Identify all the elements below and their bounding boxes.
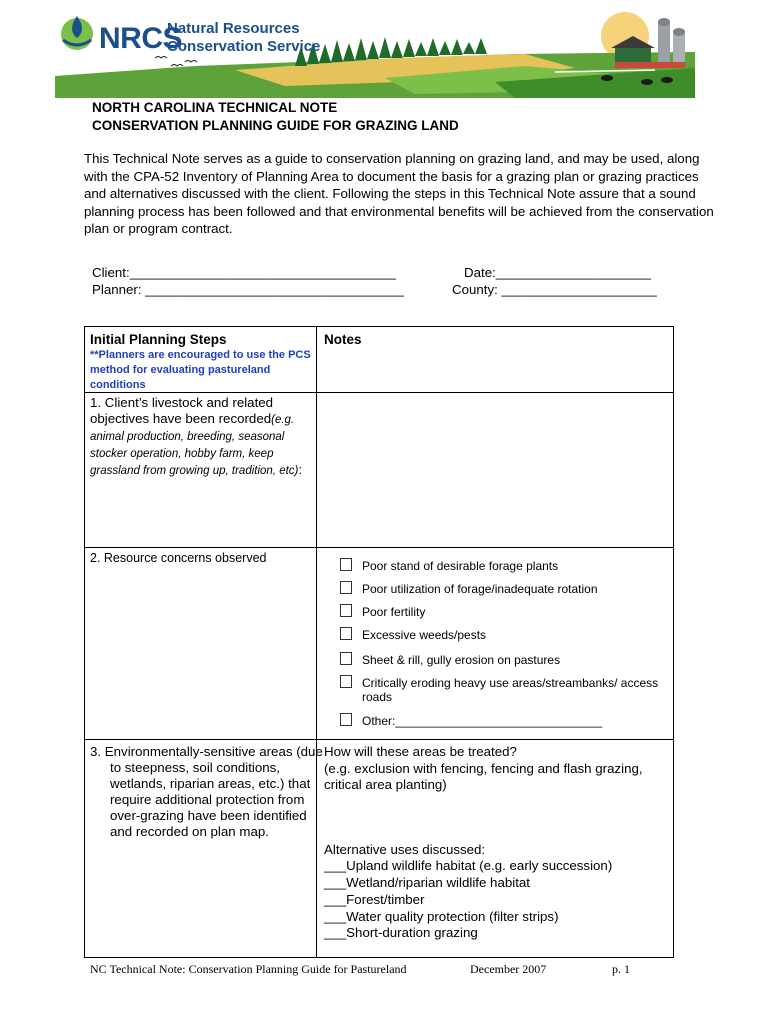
col-header-notes: Notes: [324, 332, 362, 347]
checkbox[interactable]: [340, 652, 352, 665]
checklist-item[interactable]: Poor fertility: [340, 604, 425, 619]
alternative-item[interactable]: ___Upland wildlife habitat (e.g. early succession): [324, 858, 613, 873]
alternative-item[interactable]: ___Forest/timber: [324, 892, 425, 907]
step1-colon: :: [298, 462, 303, 477]
checklist-item[interactable]: Excessive weeds/pests: [340, 627, 486, 642]
footer-date: December 2007: [470, 962, 547, 976]
step1-text: [90, 395, 310, 479]
checkbox[interactable]: [340, 627, 352, 640]
checklist-item[interactable]: Critically eroding heavy use areas/streambanks/ access roads: [340, 675, 662, 704]
pcs-note: **Planners are encouraged to use the PCS method for evaluating pastureland conditions: [90, 349, 311, 391]
header-banner: [55, 8, 695, 98]
footer-document-name: NC Technical Note: Conservation Planning Guide for Pastureland: [90, 962, 407, 976]
step1-examples: (e.g. animal production, breeding, seasonal stocker operation, hobby farm, keep grassland from growing up, tradition, etc): [90, 414, 299, 477]
checkbox[interactable]: [340, 581, 352, 594]
step1-main: 1. Client’s livestock and related objectives have been recorded: [90, 395, 274, 426]
step2-text: 2. Resource concerns observed: [90, 551, 267, 565]
footer-page-number: p. 1: [612, 962, 630, 976]
logo-abbreviation: NRCS: [99, 22, 183, 55]
checklist-item[interactable]: Poor stand of desirable forage plants: [340, 558, 558, 573]
checkbox[interactable]: [340, 675, 352, 688]
intro-paragraph: This Technical Note serves as a guide to conservation planning on grazing land, and may be used, along with the CPA-52 Inventory of Planning Area to document the basis for a grazing plan or grazing practices and alternatives discussed with the client. Following the steps in this Technical Note assure that a sound planning process has been followed and that environmental benefits will be achieved from the conservation plan or program contract.: [84, 151, 714, 236]
checklist-item[interactable]: Sheet & rill, gully erosion on pastures: [340, 652, 560, 667]
document-title-line2: CONSERVATION PLANNING GUIDE FOR GRAZING LAND: [92, 118, 459, 133]
step1-notes[interactable]: [320, 396, 670, 544]
col-header-steps: Initial Planning Steps: [90, 332, 227, 347]
logo-text-line1: Natural Resources: [167, 20, 300, 37]
checkbox[interactable]: [340, 713, 352, 726]
logo-text-line2: Conservation Service: [167, 38, 321, 55]
alternative-item[interactable]: ___Water quality protection (filter strips): [324, 909, 559, 924]
treatment-question: How will these areas be treated?: [324, 744, 517, 759]
checkbox[interactable]: [340, 604, 352, 617]
checklist-item[interactable]: Other:_______________________________: [340, 713, 602, 728]
step3-text: 3. Environmentally-sensitive areas (due to steepness, soil conditions, wetlands, riparian areas, etc.) that require additional protection from over-grazing have been identified and recorded on plan map.: [90, 744, 323, 839]
document-title-line1: NORTH CAROLINA TECHNICAL NOTE: [92, 100, 338, 115]
checklist-item[interactable]: Poor utilization of forage/inadequate rotation: [340, 581, 598, 596]
planning-table: [84, 326, 674, 958]
county-field[interactable]: County: _____________________: [452, 282, 657, 297]
client-field[interactable]: Client:____________________________________: [92, 265, 396, 280]
alternative-item[interactable]: ___Wetland/riparian wildlife habitat: [324, 875, 530, 890]
date-field[interactable]: Date:_____________________: [464, 265, 652, 280]
alternative-item[interactable]: ___Short-duration grazing: [324, 925, 478, 940]
checkbox[interactable]: [340, 558, 352, 571]
alternatives-header: Alternative uses discussed:: [324, 842, 486, 857]
treatment-examples: (e.g. exclusion with fencing, fencing and flash grazing, critical area planting): [324, 761, 643, 792]
planner-field[interactable]: Planner: ___________________________________: [92, 282, 405, 297]
